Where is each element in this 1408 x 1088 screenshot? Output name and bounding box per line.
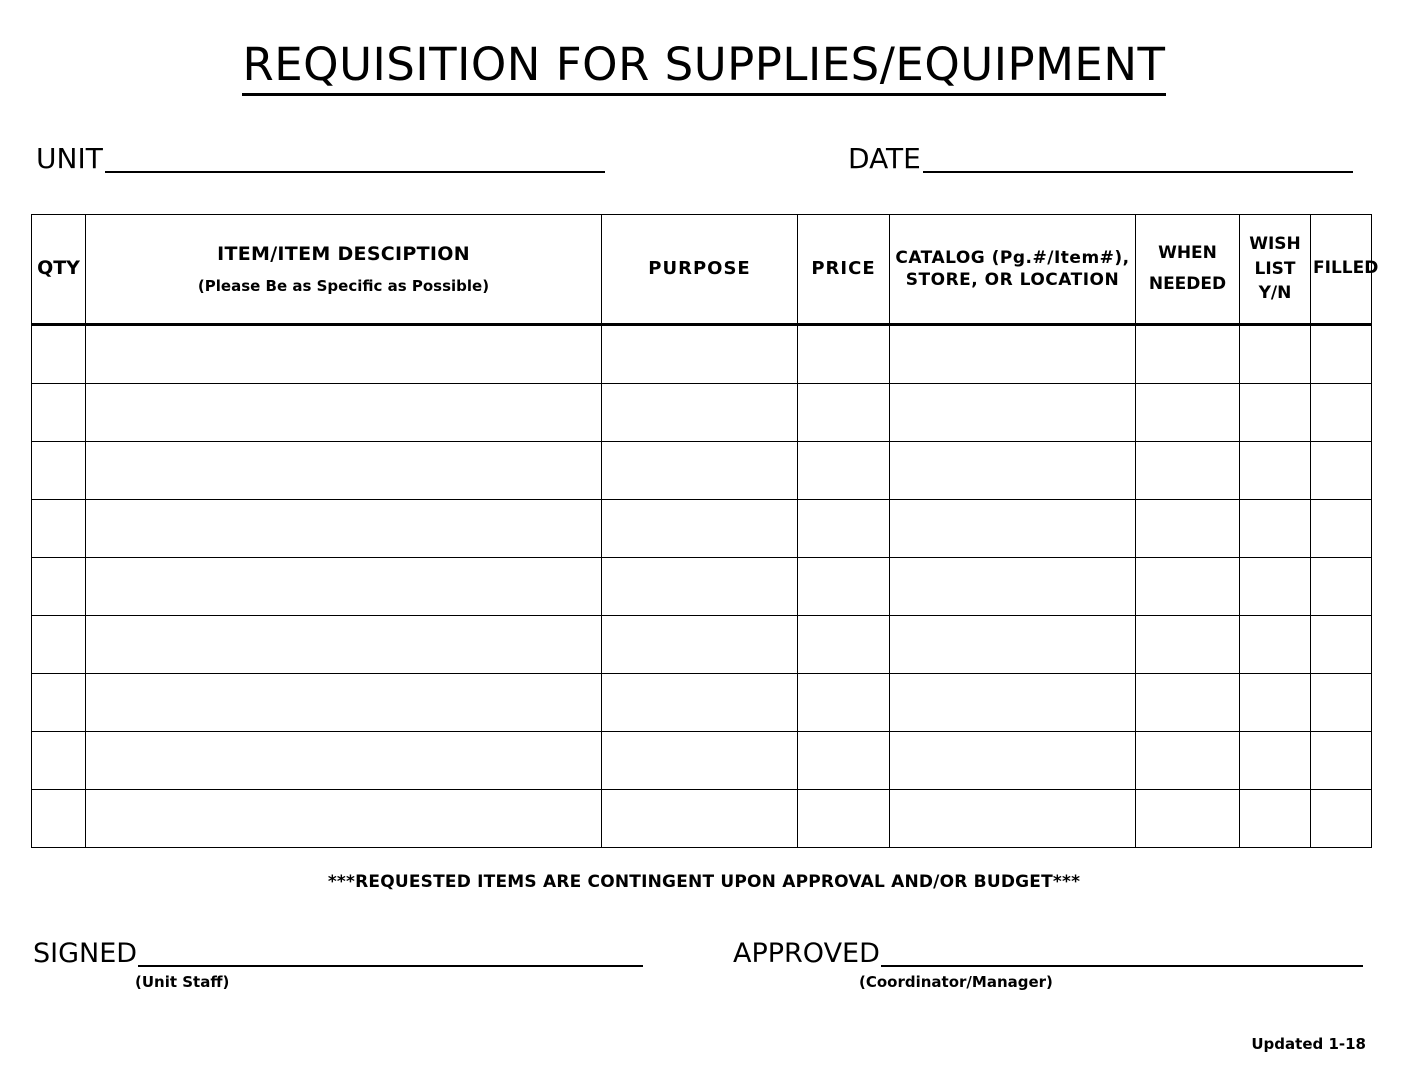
table-row [32,442,1372,500]
table-cell-wish[interactable] [1240,384,1311,442]
table-cell-wish[interactable] [1240,674,1311,732]
table-cell-qty[interactable] [32,790,86,848]
table-cell-wish[interactable] [1240,500,1311,558]
table-row [32,500,1372,558]
contingency-note: ***REQUESTED ITEMS ARE CONTINGENT UPON APPROVAL AND/OR BUDGET*** [327,872,1081,892]
table-cell-price[interactable] [798,325,890,384]
table-cell-price[interactable] [798,732,890,790]
table-cell-item[interactable] [86,384,602,442]
table-cell-price[interactable] [798,558,890,616]
column-header-wish-list [1240,215,1311,325]
table-cell-item[interactable] [86,732,602,790]
table-cell-purpose[interactable] [602,500,798,558]
column-header-item-sublabel: (Please Be as Specific as Possible) [197,276,490,295]
table-cell-catalog[interactable] [890,558,1136,616]
table-cell-when[interactable] [1136,732,1240,790]
table-cell-catalog[interactable] [890,384,1136,442]
column-header-when-line1: WHEN [1158,243,1217,264]
table-cell-price[interactable] [798,500,890,558]
table-cell-qty[interactable] [32,500,86,558]
table-cell-when[interactable] [1136,674,1240,732]
updated-footer: Updated 1-18 [1251,1035,1366,1053]
table-cell-price[interactable] [798,616,890,674]
table-cell-purpose[interactable] [602,325,798,384]
table-cell-when[interactable] [1136,325,1240,384]
table-cell-item[interactable] [86,325,602,384]
table-cell-purpose[interactable] [602,732,798,790]
table-cell-purpose[interactable] [602,616,798,674]
table-cell-filled[interactable] [1311,558,1372,616]
table-cell-wish[interactable] [1240,616,1311,674]
table-header-row [32,215,1372,325]
date-label: DATE [848,142,921,175]
page-title [0,0,1408,91]
table-row [32,616,1372,674]
table-cell-filled[interactable] [1311,325,1372,384]
table-cell-purpose[interactable] [602,674,798,732]
approved-label: APPROVED [733,938,880,969]
column-header-wish-line3: Y/N [1258,283,1292,304]
table-cell-price[interactable] [798,674,890,732]
table-cell-when[interactable] [1136,616,1240,674]
column-header-purpose-label: PURPOSE [648,257,751,279]
table-cell-filled[interactable] [1311,500,1372,558]
table-cell-wish[interactable] [1240,325,1311,384]
table-cell-item[interactable] [86,500,602,558]
table-cell-when[interactable] [1136,500,1240,558]
table-cell-purpose[interactable] [602,790,798,848]
column-header-purpose [602,215,798,325]
table-cell-filled[interactable] [1311,790,1372,848]
column-header-price [798,215,890,325]
table-cell-item[interactable] [86,790,602,848]
table-cell-catalog[interactable] [890,325,1136,384]
column-header-catalog [890,215,1136,325]
column-header-catalog-line1: CATALOG (Pg.#/Item#), [895,247,1130,268]
table-cell-filled[interactable] [1311,616,1372,674]
table-cell-item[interactable] [86,442,602,500]
table-cell-purpose[interactable] [602,442,798,500]
table-cell-catalog[interactable] [890,500,1136,558]
table-cell-price[interactable] [798,790,890,848]
column-header-when-line2: NEEDED [1148,274,1227,294]
table-body [32,325,1372,848]
signed-caption: (Unit Staff) [135,973,230,991]
column-header-when-needed [1136,215,1240,325]
table-row [32,790,1372,848]
table-cell-filled[interactable] [1311,442,1372,500]
table-cell-wish[interactable] [1240,558,1311,616]
table-cell-wish[interactable] [1240,732,1311,790]
column-header-price-label: PRICE [811,257,876,279]
table-cell-filled[interactable] [1311,732,1372,790]
requisition-table [31,214,1379,848]
table-row [32,732,1372,790]
signature-row [0,940,1408,1020]
table-cell-wish[interactable] [1240,442,1311,500]
table-row [32,384,1372,442]
column-header-qty [32,215,86,325]
approved-field[interactable] [733,940,1363,991]
table-cell-item[interactable] [86,558,602,616]
table-cell-catalog[interactable] [890,732,1136,790]
table-cell-price[interactable] [798,384,890,442]
unit-label: UNIT [36,142,103,175]
table-cell-qty[interactable] [32,325,86,384]
table-cell-item[interactable] [86,674,602,732]
approved-caption: (Coordinator/Manager) [859,973,1053,991]
table-cell-filled[interactable] [1311,384,1372,442]
table-cell-catalog[interactable] [890,790,1136,848]
table-cell-when[interactable] [1136,384,1240,442]
table-cell-qty[interactable] [32,674,86,732]
table-row [32,558,1372,616]
date-field[interactable] [848,142,1353,175]
column-header-item [86,215,602,325]
column-header-filled-label: FILLED [1313,258,1379,279]
page-title-text: REQUISITION FOR SUPPLIES/EQUIPMENT [242,38,1165,96]
column-header-wish-line1: WISH [1249,234,1301,255]
table-cell-price[interactable] [798,442,890,500]
table-cell-catalog[interactable] [890,674,1136,732]
signed-field[interactable] [33,940,643,991]
table-cell-qty[interactable] [32,732,86,790]
table-cell-qty[interactable] [32,558,86,616]
column-header-catalog-line2: STORE, OR LOCATION [905,270,1120,290]
approved-input-rule[interactable] [881,944,1363,967]
column-header-qty-label: QTY [37,257,80,280]
column-header-filled [1311,215,1379,325]
table-cell-item[interactable] [86,616,602,674]
table-cell-when[interactable] [1136,442,1240,500]
table-cell-when[interactable] [1136,790,1240,848]
table-row [32,325,1372,384]
table-cell-qty[interactable] [32,616,86,674]
unit-field[interactable] [36,142,605,175]
date-input-rule[interactable] [923,149,1353,173]
table-cell-purpose[interactable] [602,384,798,442]
signed-input-rule[interactable] [138,944,643,967]
form-meta-row [36,142,1368,187]
column-header-item-label: ITEM/ITEM DESCIPTION [217,242,470,265]
table-cell-catalog[interactable] [890,616,1136,674]
table-cell-when[interactable] [1136,558,1240,616]
unit-input-rule[interactable] [105,149,605,173]
column-header-wish-line2: LIST [1254,258,1296,279]
table-cell-catalog[interactable] [890,442,1136,500]
table-cell-purpose[interactable] [602,558,798,616]
table-cell-filled[interactable] [1311,674,1372,732]
signed-label: SIGNED [33,938,138,969]
table-cell-qty[interactable] [32,384,86,442]
table-row [32,674,1372,732]
table-cell-wish[interactable] [1240,790,1311,848]
table-cell-qty[interactable] [32,442,86,500]
